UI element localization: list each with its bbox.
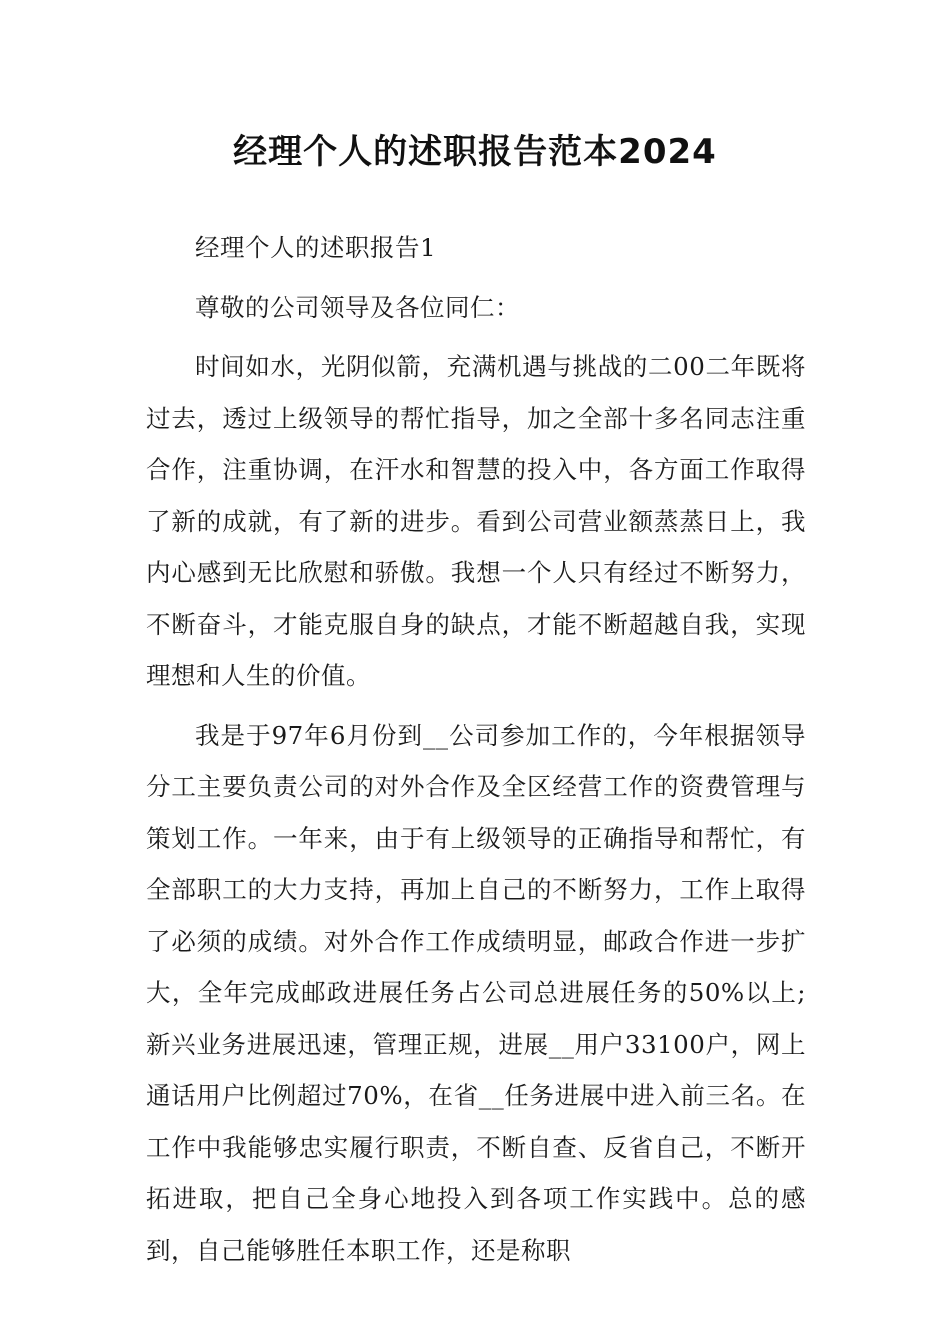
document-body [146, 222, 806, 1284]
report-subtitle: 经理个人的述职报告1 [195, 233, 437, 262]
greeting-line: 尊敬的公司领导及各位同仁： [195, 292, 520, 322]
body-paragraph: 时间如水，光阴似箭，充满机遇与挑战的二00二年既将过去，透过上级领导的帮忙指导，加之全部十多名同志注重合作，注重协调，在汗水和智慧的投入中，各方面工作取得了新的成就，有了新的进步。看到公司营业额蒸蒸日上，我内心感到无比欣慰和骄傲。我想一个人只有经过不断努力，不断奋斗，才能克服自身的缺点，才能不断超越自我，实现理想和人生的价值。 [146, 352, 806, 690]
body-paragraph: 我是于97年6月份到__公司参加工作的，今年根据领导分工主要负责公司的对外合作及全区经营工作的资费管理与策划工作。一年来，由于有上级领导的正确指导和帮忙，有全部职工的大力支持，再加上自己的不断努力，工作上取得了必须的成绩。对外合作工作成绩明显，邮政合作进一步扩大，全年完成邮政进展任务占公司总进展任务的50%以上;新兴业务进展迅速，管理正规，进展__用户33100户，网上通话用户比例超过70%，在省__任务进展中进入前三名。在工作中我能够忠实履行职责，不断自查、反省自己，不断开拓进取，把自己全身心地投入到各项工作实践中。总的感到，自己能够胜任本职工作，还是称职 [146, 720, 806, 1265]
document-title: 经理个人的述职报告范本2024 [233, 132, 717, 172]
